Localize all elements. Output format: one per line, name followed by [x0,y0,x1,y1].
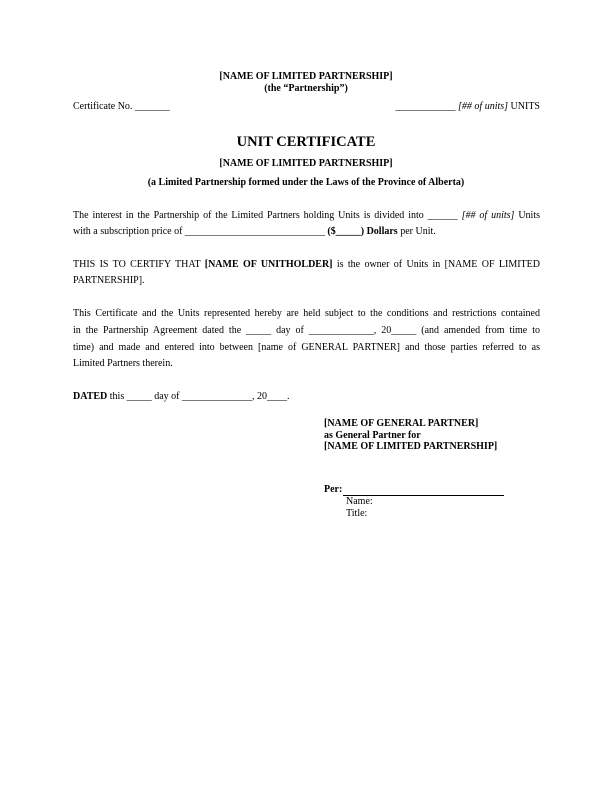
para2-unitholder-name: [NAME OF UNITHOLDER] [204,259,333,270]
units-placeholder: [## of units] [458,101,509,112]
certificate-number: Certificate No. _______ [73,101,170,112]
sig-title-label: Title: [346,508,368,519]
dated-blanks: this _____ day of ______________, 20____. [107,391,290,402]
sig-name-label: Name: [346,496,373,507]
para3-line2: in the Partnership Agreement dated the _____ day of _____________, 20_____ (and amended from time to [73,325,540,336]
sig-role: as General Partner for [324,430,421,441]
sig-general-partner: [NAME OF GENERAL PARTNER] [324,418,479,429]
para3-line1: This Certificate and the Units represented hereby are held subject to the conditions and restrictions contained [73,308,540,319]
para2-line2: PARTNERSHIP]. [73,275,145,286]
dated-label: DATED [73,391,108,402]
header-partnership-name: [NAME OF LIMITED PARTNERSHIP] [219,71,393,82]
para1-line2 [73,226,436,237]
certificate-jurisdiction: (a Limited Partnership formed under the Laws of the Province of Alberta) [147,177,465,188]
para2-line1 [73,259,540,270]
units-blank: ____________ [395,101,459,112]
para3-line3: time) and made and entered into between [name of GENERAL PARTNER] and those parties referred to as [73,342,540,353]
sig-partnership-name: [NAME OF LIMITED PARTNERSHIP] [324,441,498,452]
sig-per-label: Per: [324,484,343,495]
para3-line4: Limited Partners therein. [73,358,173,369]
certificate-subtitle: [NAME OF LIMITED PARTNERSHIP] [219,158,393,169]
para1-text-a: The interest in the Partnership of the Limited Partners holding Units is divided into ______ [73,210,462,221]
para1-price-text: with a subscription price of ____________________________ [73,226,328,237]
para2-certify-text: THIS IS TO CERTIFY THAT [73,259,205,270]
units-word: UNITS [508,101,540,112]
dated-line [73,391,289,402]
header-partnership-alias: (the “Partnership”) [264,83,348,94]
para1-line1 [73,210,540,221]
para1-price-amount: ($_____) Dollars [327,226,398,237]
units-count [396,101,540,112]
certificate-title: UNIT CERTIFICATE [236,134,376,150]
para1-text-c: Units [514,210,541,221]
para1-per-unit: per Unit. [397,226,436,237]
para2-owner-text: is the owner of Units in [NAME OF LIMITED [332,259,540,270]
para1-units-placeholder: [## of units] [461,210,515,221]
